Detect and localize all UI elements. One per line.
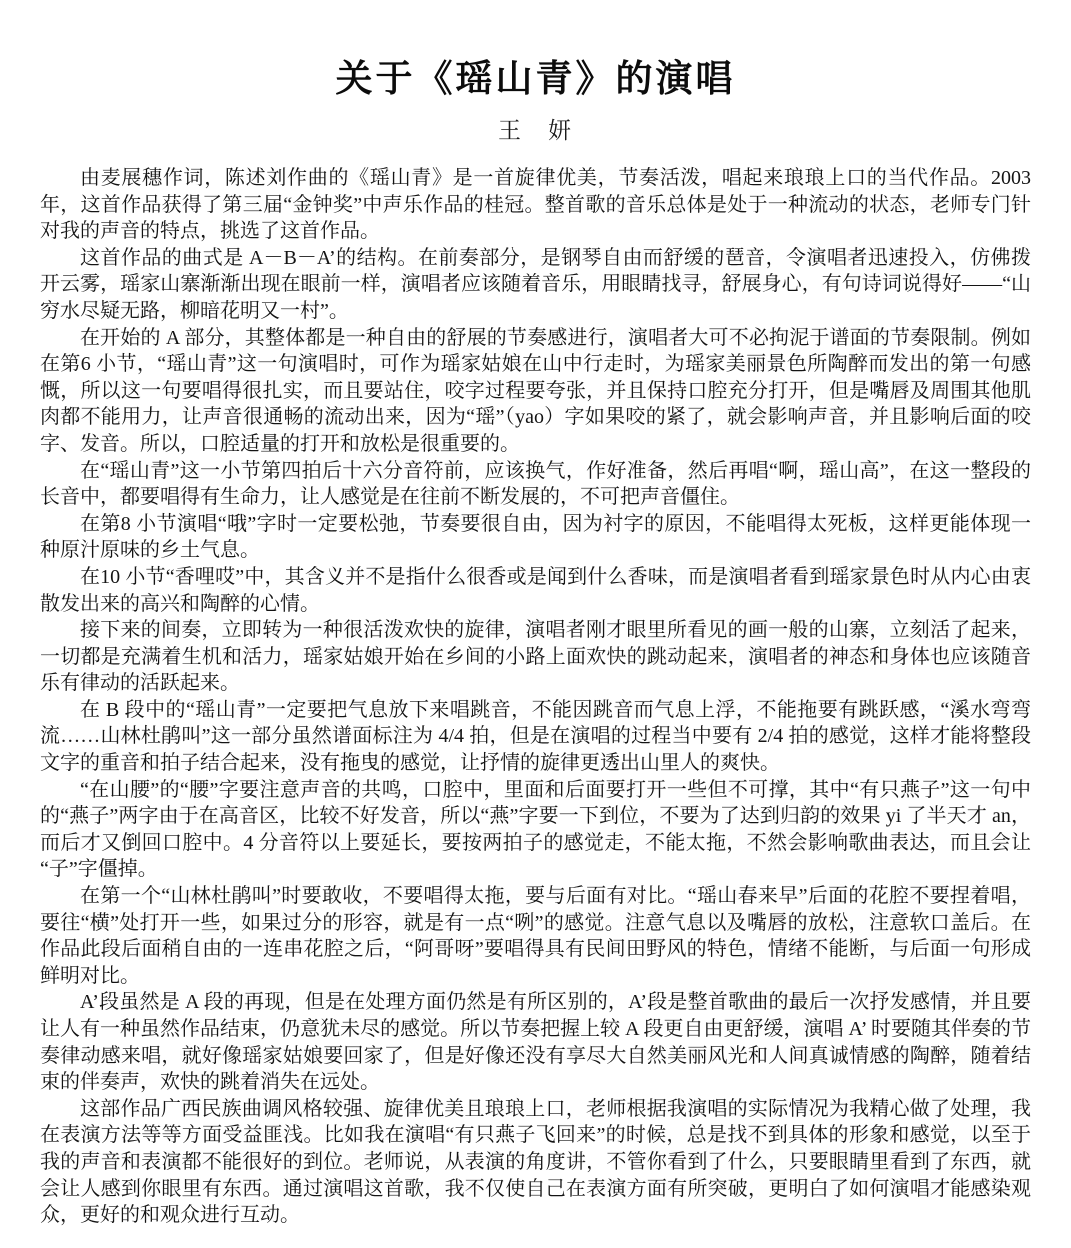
paragraph: 这部作品广西民族曲调风格较强、旋律优美且琅琅上口，老师根据我演唱的实际情况为我精心做了处理，我在表演方法等等方面受益匪浅。比如我在演唱“有只燕子飞回来”的时候，总是找不到具体的形象和感觉，以至于我的声音和表演都不能很好的到位。老师说，从表演的角度讲，不管你看到了什么，只要眼睛里看到了东西，就会让人感到你眼里有东西。通过演唱这首歌，我不仅使自己在表演方面有所突破，更明白了如何演唱才能感染观众，更好的和观众进行互动。: [40, 1097, 1031, 1227]
paragraph: 在10 小节“香哩哎”中，其含义并不是指什么很香或是闻到什么香味，而是演唱者看到瑶家景色时从内心由衷散发出来的高兴和陶醉的心情。: [40, 565, 1031, 615]
paragraph: 在第8 小节演唱“哦”字时一定要松弛，节奏要很自由，因为衬字的原因，不能唱得太死板，这样更能体现一种原汁原味的乡土气息。: [40, 512, 1031, 562]
page-title: 关于《瑶山青》的演唱: [335, 58, 736, 99]
paragraph: 在第一个“山林杜鹃叫”时要敢收，不要唱得太拖，要与后面有对比。“瑶山春来早”后面的花腔不要捏着唱，要往“横”处打开一些，如果过分的形容，就是有一点“咧”的感觉。注意气息以及嘴唇的放松，注意软口盖后。在作品此段后面稍自由的一连串花腔之后，“阿哥呀”要唱得具有民间田野风的特色，情绪不能断，与后面一句形成鲜明对比。: [40, 885, 1031, 987]
paragraph: 在开始的 A 部分，其整体都是一种自由的舒展的节奏感进行，演唱者大可不必拘泥于谱面的节奏限制。例如在第6 小节，“瑶山青”这一句演唱时，可作为瑶家姑娘在山中行走时，为瑶家美丽景色所陶醉而发出的第一句感慨，所以这一句要唱得很扎实，而且要站住，咬字过程要夸张，并且保持口腔充分打开，但是嘴唇及周围其他肌肉都不能用力，让声音很通畅的流动出来，因为“瑶”（yao）字如果咬的紧了，就会影响声音，并且影响后面的咬字、发音。所以，口腔适量的打开和放松是很重要的。: [40, 326, 1031, 455]
paragraph: 由麦展穗作词，陈述刘作曲的《瑶山青》是一首旋律优美，节奏活泼，唱起来琅琅上口的当代作品。2003 年，这首作品获得了第三届“金钟奖”中声乐作品的桂冠。整首歌的音乐总体是处于一种流动的状态，老师专门针对我的声音的特点，挑选了这首作品。: [40, 167, 1031, 243]
paragraph: A’段虽然是 A 段的再现，但是在处理方面仍然是有所区别的，A’段是整首歌曲的最后一次抒发感情，并且要让人有一种虽然作品结束，仍意犹未尽的感觉。所以节奏把握上较 A 段更自由更舒缓，演唱 A’ 时要随其伴奏的节奏律动感来唱，就好像瑶家姑娘要回家了，但是好像还没有享尽大自然美丽风光和人间真诚情感的陶醉，随着结束的伴奏声，欢快的跳着消失在远处。: [40, 991, 1031, 1094]
document-body: [40, 165, 1031, 1229]
author-name: 王 妍: [498, 118, 573, 143]
paragraph: “在山腰”的“腰”字要注意声音的共鸣，口腔中，里面和后面要打开一些但不可撑，其中“有只燕子”这一句中的“燕子”两字由于在高音区，比较不好发音，所以“燕”字要一下到位，不要为了达到归韵的效果 yi 了半天才 an，而后才又倒回口腔中。4 分音符以上要延长，要按两拍子的感觉走，不能太拖，不然会影响歌曲表达，而且会让“子”字僵掉。: [40, 778, 1031, 881]
paragraph: 这首作品的曲式是 A－B－A’的结构。在前奏部分，是钢琴自由而舒缓的琶音，令演唱者迅速投入，仿佛拨开云雾，瑶家山寨渐渐出现在眼前一样，演唱者应该随着音乐，用眼睛找寻，舒展身心，有句诗词说得好——“山穷水尽疑无路，柳暗花明又一村”。: [40, 246, 1031, 322]
paragraph: 接下来的间奏，立即转为一种很活泼欢快的旋律，演唱者刚才眼里所看见的画一般的山寨，立刻活了起来，一切都是充满着生机和活力，瑶家姑娘开始在乡间的小路上面欢快的跳动起来，演唱者的神态和身体也应该随音乐有律动的活跃起来。: [40, 619, 1031, 695]
paragraph: 在“瑶山青”这一小节第四拍后十六分音符前，应该换气，作好准备，然后再唱“啊，瑶山高”，在这一整段的长音中，都要唱得有生命力，让人感觉是在往前不断发展的，不可把声音僵住。: [40, 459, 1031, 509]
paragraph: 在 B 段中的“瑶山青”一定要把气息放下来唱跳音，不能因跳音而气息上浮，不能拖要有跳跃感，“溪水弯弯流……山林杜鹃叫”这一部分虽然谱面标注为 4/4 拍，但是在演唱的过程当中要有 2/4 拍的感觉，这样才能将整段文字的重音和拍子结合起来，没有拖曳的感觉，让抒情的旋律更透出山里人的爽快。: [40, 698, 1031, 775]
